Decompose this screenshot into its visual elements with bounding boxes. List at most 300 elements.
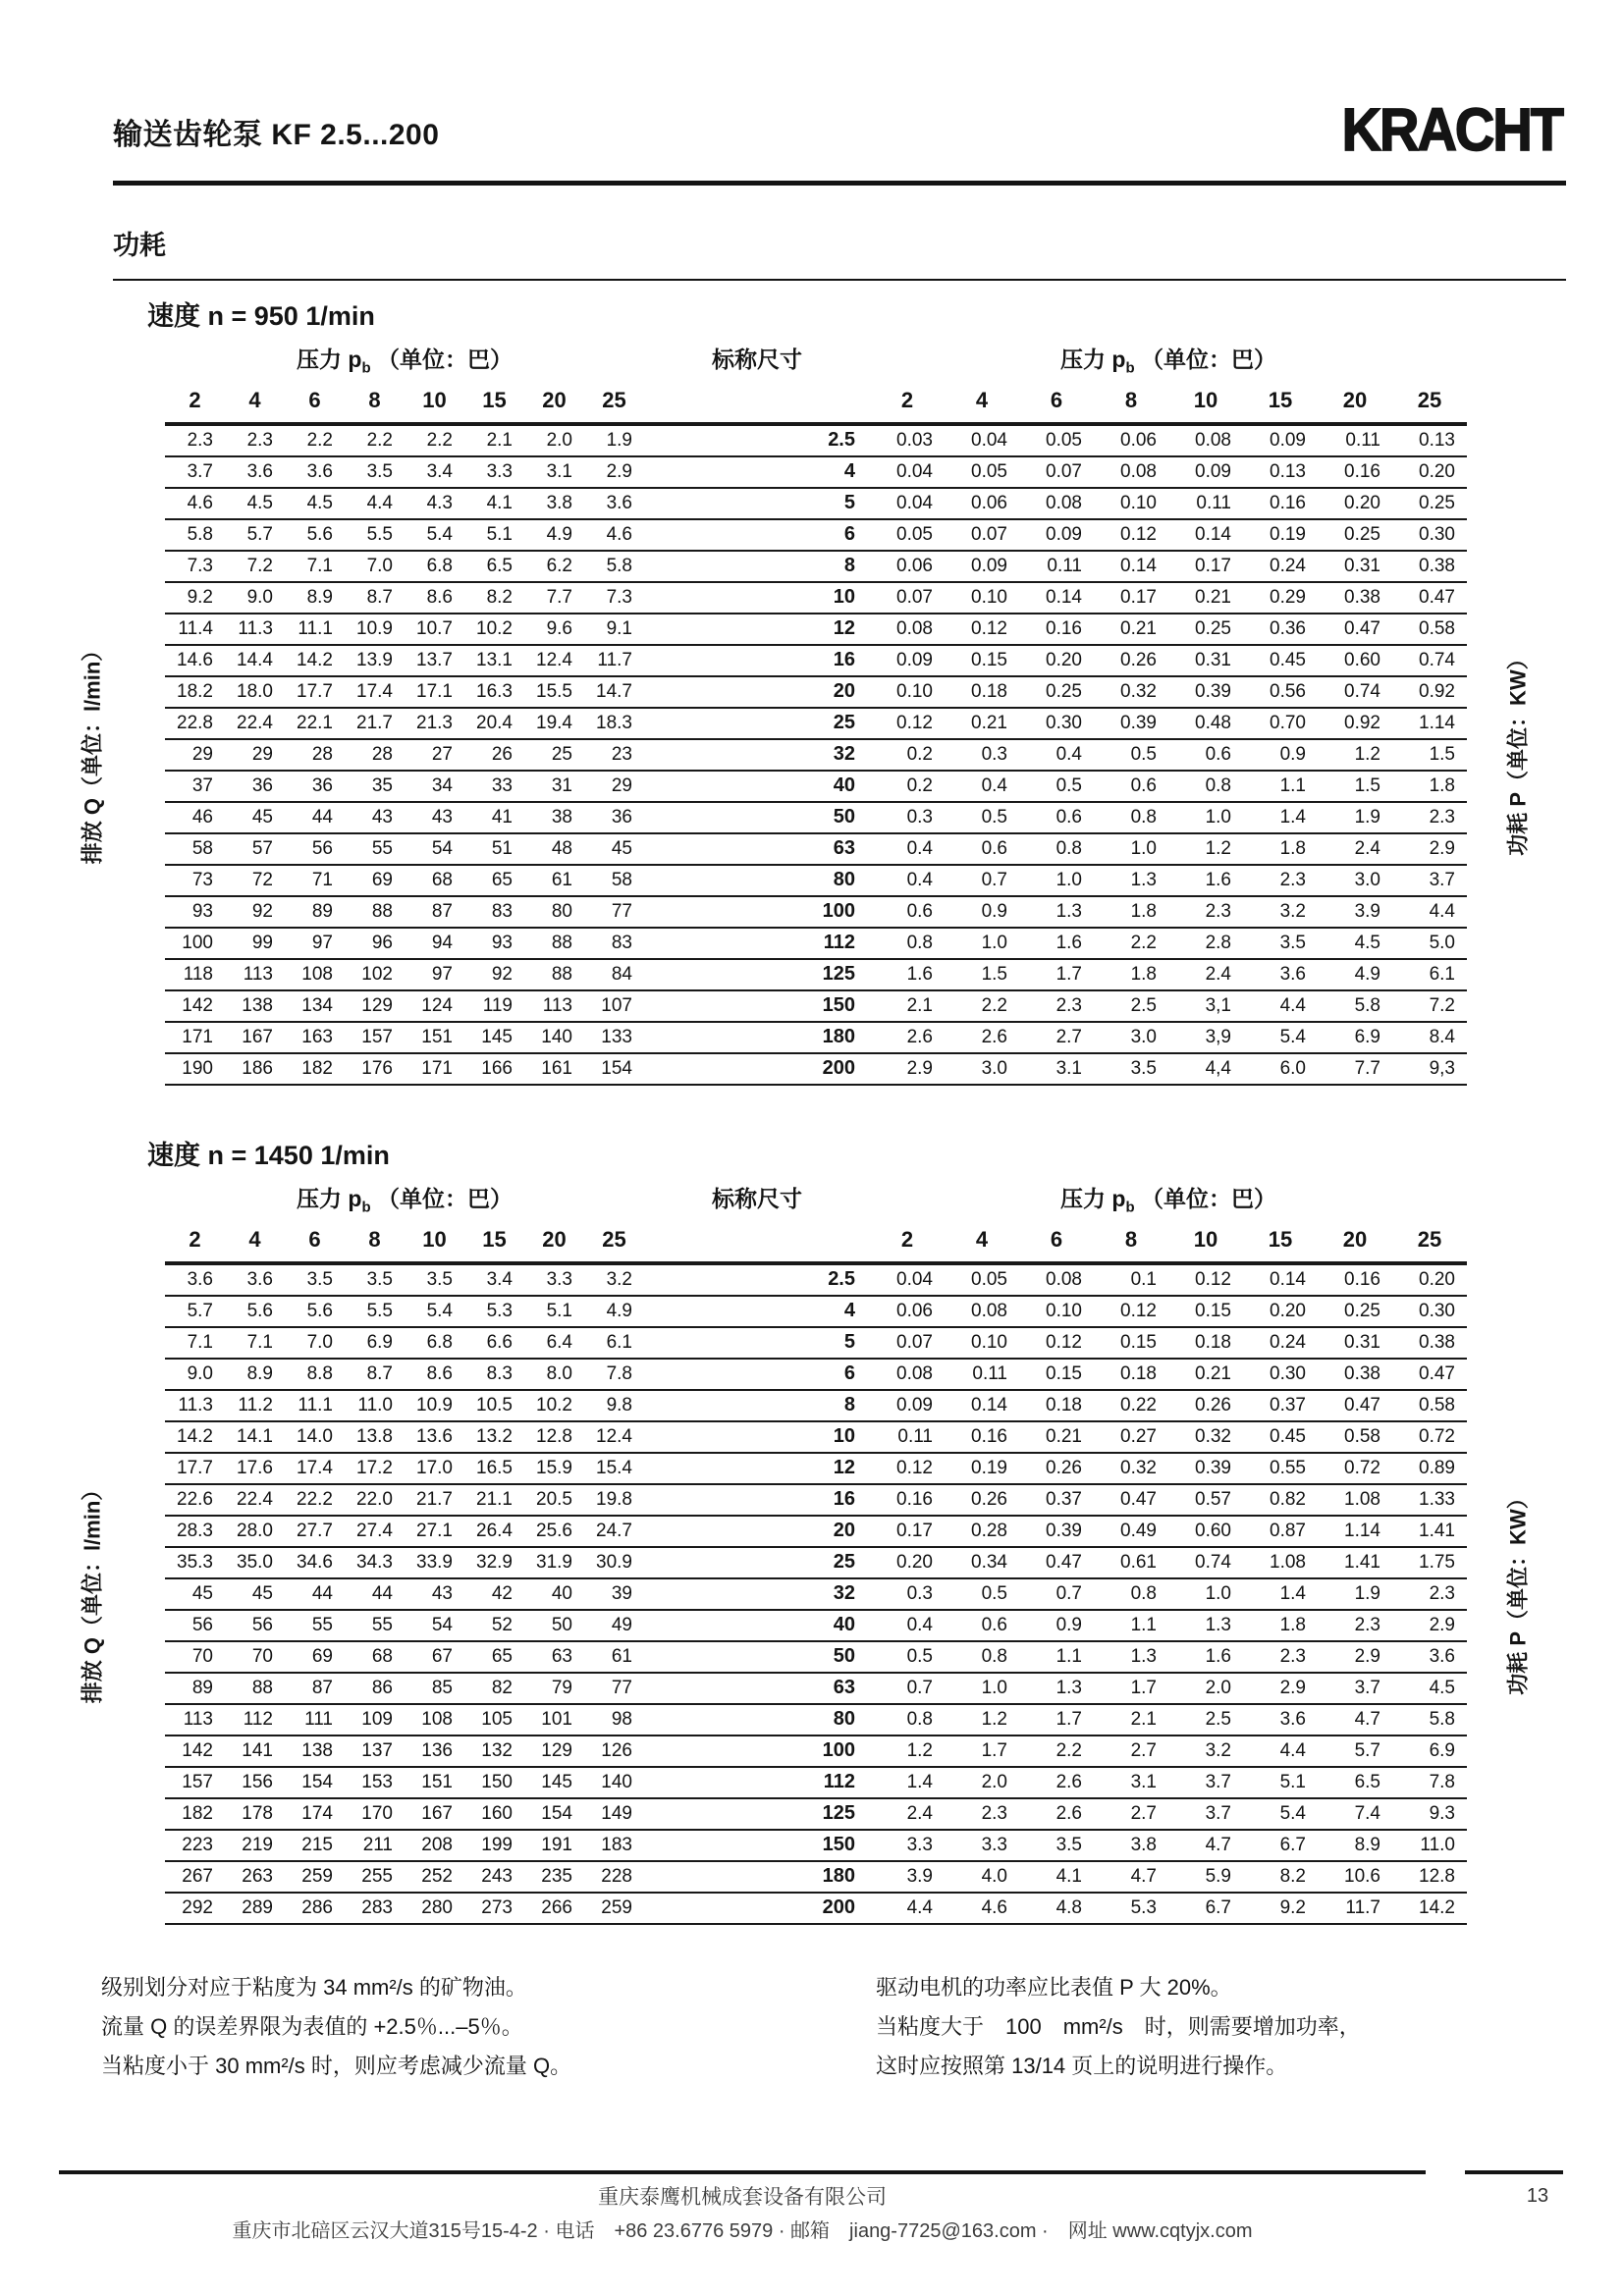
size-cell: 4 [843, 460, 855, 482]
pressure-col-label: 6 [308, 1227, 321, 1252]
flow-value-cell: 133 [601, 1027, 632, 1047]
power-value-cell: 0.26 [1046, 1458, 1082, 1478]
power-value-cell: 1.3 [1055, 901, 1082, 922]
power-value-cell: 2.3 [1055, 995, 1082, 1016]
power-value-cell: 6.7 [1205, 1897, 1231, 1918]
flow-value-cell: 55 [371, 838, 393, 859]
power-value-cell: 0.14 [1195, 524, 1231, 545]
flow-value-cell: 171 [421, 1058, 453, 1079]
flow-value-cell: 5.6 [246, 1301, 273, 1321]
pressure-col-label: 15 [1268, 388, 1293, 412]
flow-value-cell: 6.4 [546, 1332, 572, 1353]
flow-value-cell: 101 [541, 1709, 572, 1730]
table-section-950 [0, 294, 1623, 1131]
size-cell: 180 [822, 1865, 855, 1887]
flow-value-cell: 124 [421, 995, 453, 1016]
power-value-cell: 1.4 [906, 1772, 933, 1792]
power-value-cell: 3.0 [1354, 870, 1380, 890]
flow-value-cell: 9.2 [187, 587, 213, 608]
power-value-cell: 4,4 [1205, 1058, 1231, 1079]
flow-value-cell: 13.9 [356, 650, 393, 670]
table-row [165, 677, 1467, 709]
power-value-cell: 0.8 [1205, 775, 1231, 796]
flow-value-cell: 22.4 [237, 713, 273, 733]
flow-value-cell: 3.4 [486, 1269, 513, 1290]
table-row [165, 1485, 1467, 1517]
flow-value-cell: 141 [242, 1740, 273, 1761]
flow-value-cell: 102 [361, 964, 393, 985]
power-value-cell: 0.20 [1270, 1301, 1306, 1321]
flow-value-cell: 88 [551, 933, 572, 953]
flow-value-cell: 126 [601, 1740, 632, 1761]
flow-value-cell: 11.4 [178, 618, 213, 639]
power-value-cell: 0.06 [896, 1301, 933, 1321]
power-value-cell: 0.6 [1055, 807, 1082, 828]
flow-value-cell: 24.7 [596, 1521, 632, 1541]
power-value-cell: 2.7 [1130, 1740, 1157, 1761]
table-row [165, 1862, 1467, 1894]
flow-value-cell: 107 [601, 995, 632, 1016]
power-value-cell: 0.15 [1046, 1363, 1082, 1384]
power-value-cell: 0.9 [981, 901, 1007, 922]
power-value-cell: 0.82 [1270, 1489, 1306, 1510]
power-value-cell: 0.48 [1195, 713, 1231, 733]
flow-value-cell: 70 [251, 1646, 273, 1667]
size-cell: 40 [833, 1614, 855, 1635]
flow-value-cell: 6.6 [486, 1332, 513, 1353]
flow-value-cell: 3.3 [486, 461, 513, 482]
flow-value-cell: 43 [371, 807, 393, 828]
power-value-cell: 0.12 [896, 1458, 933, 1478]
power-value-cell: 0.10 [896, 681, 933, 702]
flow-value-cell: 5.1 [486, 524, 513, 545]
flow-value-cell: 61 [611, 1646, 632, 1667]
table-row [165, 1768, 1467, 1799]
power-value-cell: 2.2 [1130, 933, 1157, 953]
size-cell: 180 [822, 1026, 855, 1047]
power-value-cell: 1.3 [1130, 1646, 1157, 1667]
flow-value-cell: 108 [301, 964, 333, 985]
power-value-cell: 0.14 [971, 1395, 1007, 1415]
power-value-cell: 1.8 [1279, 838, 1306, 859]
power-value-cell: 0.4 [906, 870, 933, 890]
table-row [165, 1705, 1467, 1736]
flow-value-cell: 2.3 [246, 430, 273, 451]
power-value-cell: 1.2 [1354, 744, 1380, 765]
flow-value-cell: 191 [541, 1835, 572, 1855]
power-value-cell: 0.25 [1419, 493, 1455, 513]
power-value-cell: 2.7 [1130, 1803, 1157, 1824]
power-value-cell: 1.75 [1419, 1552, 1455, 1573]
flow-value-cell: 8.0 [546, 1363, 572, 1384]
power-value-cell: 0.08 [1046, 1269, 1082, 1290]
power-value-cell: 2.3 [1429, 1583, 1455, 1604]
size-cell: 16 [833, 649, 855, 670]
power-value-cell: 0.60 [1195, 1521, 1231, 1541]
table-row [165, 1297, 1467, 1328]
power-value-cell: 3.2 [1279, 901, 1306, 922]
flow-value-cell: 21.7 [356, 713, 393, 733]
power-value-cell: 3.2 [1205, 1740, 1231, 1761]
pressure-col-label: 25 [602, 1227, 626, 1252]
flow-value-cell: 2.1 [486, 430, 513, 451]
power-value-cell: 0.6 [906, 901, 933, 922]
flow-value-cell: 69 [371, 870, 393, 890]
power-value-cell: 1.8 [1279, 1615, 1306, 1635]
power-value-cell: 3,1 [1205, 995, 1231, 1016]
power-value-cell: 0.15 [971, 650, 1007, 670]
power-value-cell: 2.4 [1205, 964, 1231, 985]
pressure-col-label: 25 [1417, 1227, 1442, 1252]
flow-value-cell: 89 [191, 1678, 213, 1698]
flow-value-cell: 44 [311, 807, 333, 828]
flow-value-cell: 22.4 [237, 1489, 273, 1510]
power-value-cell: 0.4 [906, 838, 933, 859]
size-cell: 4 [843, 1300, 855, 1321]
pressure-header-right [870, 1181, 1467, 1216]
flow-value-cell: 36 [611, 807, 632, 828]
flow-value-cell: 5.6 [306, 1301, 333, 1321]
flow-value-cell: 11.0 [357, 1395, 393, 1415]
power-value-cell: 0.27 [1120, 1426, 1157, 1447]
power-value-cell: 14.2 [1419, 1897, 1455, 1918]
pressure-unit: （单位：巴） [370, 1186, 513, 1211]
flow-value-cell: 48 [551, 838, 572, 859]
table-row [165, 866, 1467, 897]
flow-value-cell: 55 [311, 1615, 333, 1635]
power-value-cell: 0.55 [1270, 1458, 1306, 1478]
power-value-cell: 0.13 [1419, 430, 1455, 451]
power-value-cell: 4.4 [1429, 901, 1455, 922]
power-value-cell: 1.2 [1205, 838, 1231, 859]
power-value-cell: 0.05 [971, 461, 1007, 482]
power-value-cell: 1.0 [981, 933, 1007, 953]
flow-value-cell: 88 [371, 901, 393, 922]
power-value-cell: 0.25 [1195, 618, 1231, 639]
power-value-cell: 2.1 [1130, 1709, 1157, 1730]
power-value-cell: 0.56 [1270, 681, 1306, 702]
flow-value-cell: 72 [251, 870, 273, 890]
power-value-cell: 0.21 [971, 713, 1007, 733]
power-value-cell: 0.11 [1345, 430, 1380, 451]
flow-value-cell: 286 [301, 1897, 333, 1918]
power-value-cell: 0.4 [981, 775, 1007, 796]
flow-value-cell: 138 [242, 995, 273, 1016]
flow-value-cell: 12.4 [536, 650, 572, 670]
flow-value-cell: 3.5 [366, 1269, 393, 1290]
power-value-cell: 0.37 [1046, 1489, 1082, 1510]
flow-value-cell: 18.3 [596, 713, 632, 733]
flow-value-cell: 7.0 [366, 556, 393, 576]
flow-value-cell: 68 [431, 870, 453, 890]
power-value-cell: 0.32 [1120, 1458, 1157, 1478]
power-value-cell: 0.13 [1270, 461, 1306, 482]
flow-value-cell: 34.3 [356, 1552, 393, 1573]
power-value-cell: 4.6 [981, 1897, 1007, 1918]
pressure-col-label: 4 [975, 388, 989, 412]
power-value-cell: 0.6 [981, 838, 1007, 859]
size-cell: 2.5 [828, 1268, 855, 1290]
flow-value-cell: 21.7 [416, 1489, 453, 1510]
power-value-cell: 0.05 [1046, 430, 1082, 451]
flow-value-cell: 46 [191, 807, 213, 828]
flow-value-cell: 3.5 [366, 461, 393, 482]
power-value-cell: 0.30 [1270, 1363, 1306, 1384]
power-value-cell: 2.2 [981, 995, 1007, 1016]
power-value-cell: 0.05 [971, 1269, 1007, 1290]
flow-value-cell: 167 [242, 1027, 273, 1047]
size-col-gap [644, 1222, 870, 1257]
flow-value-cell: 92 [251, 901, 273, 922]
flow-value-cell: 93 [491, 933, 513, 953]
size-cell: 112 [823, 932, 855, 953]
flow-value-cell: 208 [421, 1835, 453, 1855]
power-value-cell: 3.0 [981, 1058, 1007, 1079]
flow-value-cell: 161 [541, 1058, 572, 1079]
flow-value-cell: 157 [361, 1027, 393, 1047]
notes-left [101, 1968, 808, 2086]
power-value-cell: 1.33 [1419, 1489, 1455, 1510]
power-value-cell: 4.0 [981, 1866, 1007, 1887]
note-line: 驱动电机的功率应比表值 P 大 20%。 [876, 1975, 1232, 2000]
pressure-col-label: 8 [368, 1227, 381, 1252]
power-value-cell: 0.31 [1195, 650, 1231, 670]
flow-value-cell: 34 [431, 775, 453, 796]
flow-value-cell: 77 [611, 1678, 632, 1698]
flow-value-cell: 34.6 [297, 1552, 333, 1573]
power-value-cell: 2.6 [1055, 1772, 1082, 1792]
power-value-cell: 0.06 [1120, 430, 1157, 451]
flow-value-cell: 129 [541, 1740, 572, 1761]
power-value-cell: 0.47 [1419, 1363, 1455, 1384]
flow-value-cell: 7.0 [306, 1332, 333, 1353]
power-value-cell: 0.17 [1120, 587, 1157, 608]
flow-value-cell: 14.7 [596, 681, 632, 702]
note-line: 当粘度大于 100 mm²/s 时，则需要增加功率， [876, 2014, 1361, 2039]
flow-value-cell: 5.7 [187, 1301, 213, 1321]
flow-value-cell: 108 [421, 1709, 453, 1730]
flow-value-cell: 7.1 [246, 1332, 273, 1353]
flow-value-cell: 40 [551, 1583, 572, 1604]
flow-value-cell: 182 [301, 1058, 333, 1079]
power-value-cell: 0.11 [897, 1426, 933, 1447]
power-value-cell: 0.07 [1046, 461, 1082, 482]
flow-value-cell: 8.9 [306, 587, 333, 608]
flow-value-cell: 28 [371, 744, 393, 765]
flow-value-cell: 35.3 [177, 1552, 213, 1573]
power-value-cell: 4.7 [1205, 1835, 1231, 1855]
flow-value-cell: 56 [311, 838, 333, 859]
flow-value-cell: 151 [421, 1772, 453, 1792]
flow-value-cell: 17.7 [297, 681, 333, 702]
flow-value-cell: 10.7 [416, 618, 453, 639]
flow-value-cell: 43 [431, 1583, 453, 1604]
flow-value-cell: 6.5 [486, 556, 513, 576]
power-value-cell: 0.03 [896, 430, 933, 451]
power-value-cell: 0.17 [896, 1521, 933, 1541]
flow-value-cell: 29 [191, 744, 213, 765]
flow-value-cell: 11.3 [238, 618, 273, 639]
size-cell: 32 [833, 1582, 855, 1604]
flow-value-cell: 14.2 [177, 1426, 213, 1447]
flow-value-cell: 7.7 [546, 587, 572, 608]
pressure-header-right [870, 342, 1467, 377]
size-cell: 125 [822, 1802, 855, 1824]
power-value-cell: 0.16 [971, 1426, 1007, 1447]
power-value-cell: 1.08 [1270, 1552, 1306, 1573]
power-value-cell: 0.8 [1130, 1583, 1157, 1604]
table-rows [165, 1261, 1467, 1925]
flow-value-cell: 266 [541, 1897, 572, 1918]
power-value-cell: 4.1 [1055, 1866, 1082, 1887]
table-row [165, 1023, 1467, 1054]
section-title: 功耗 [113, 231, 166, 260]
flow-value-cell: 63 [551, 1646, 572, 1667]
power-value-cell: 0.8 [1130, 807, 1157, 828]
flow-value-cell: 97 [311, 933, 333, 953]
table-row [165, 1422, 1467, 1454]
power-value-cell: 0.92 [1344, 713, 1380, 733]
flow-value-cell: 215 [301, 1835, 333, 1855]
size-cell: 125 [822, 963, 855, 985]
power-value-cell: 4.5 [1354, 933, 1380, 953]
flow-value-cell: 8.2 [486, 587, 513, 608]
flow-value-cell: 87 [311, 1678, 333, 1698]
power-value-cell: 0.9 [1055, 1615, 1082, 1635]
flow-value-cell: 11.1 [298, 618, 333, 639]
power-value-cell: 0.09 [896, 1395, 933, 1415]
size-cell: 12 [833, 1457, 855, 1478]
pressure-column-headers [165, 383, 1467, 418]
flow-value-cell: 92 [491, 964, 513, 985]
power-value-cell: 0.10 [971, 1332, 1007, 1353]
flow-value-cell: 45 [251, 807, 273, 828]
power-value-cell: 3.6 [1429, 1646, 1455, 1667]
power-value-cell: 1.1 [1279, 775, 1306, 796]
flow-value-cell: 7.8 [606, 1363, 632, 1384]
flow-value-cell: 259 [601, 1897, 632, 1918]
power-value-cell: 0.5 [1055, 775, 1082, 796]
power-value-cell: 11.7 [1345, 1897, 1380, 1918]
size-cell: 150 [822, 1834, 855, 1855]
power-value-cell: 5.3 [1130, 1897, 1157, 1918]
pressure-col-label: 4 [248, 1227, 261, 1252]
flow-value-cell: 77 [611, 901, 632, 922]
power-value-cell: 0.30 [1419, 524, 1455, 545]
flow-value-cell: 3.5 [306, 1269, 333, 1290]
flow-value-cell: 15.4 [596, 1458, 632, 1478]
table-row [165, 457, 1467, 489]
table-row [165, 709, 1467, 740]
flow-value-cell: 17.4 [356, 681, 393, 702]
power-value-cell: 4.9 [1354, 964, 1380, 985]
power-value-cell: 0.47 [1046, 1552, 1082, 1573]
size-cell: 200 [822, 1057, 855, 1079]
pressure-header-left [165, 1181, 644, 1216]
flow-value-cell: 2.0 [546, 430, 572, 451]
flow-value-cell: 283 [361, 1897, 393, 1918]
table-row [165, 1391, 1467, 1422]
pressure-label: 压力 p [1060, 1186, 1126, 1211]
unit-header-row [165, 1181, 1467, 1216]
power-value-cell: 2.0 [981, 1772, 1007, 1792]
flow-value-cell: 31.9 [536, 1552, 572, 1573]
flow-value-cell: 49 [611, 1615, 632, 1635]
power-value-cell: 3.3 [981, 1835, 1007, 1855]
flow-value-cell: 19.8 [596, 1489, 632, 1510]
flow-value-cell: 3.6 [606, 493, 632, 513]
flow-value-cell: 68 [371, 1646, 393, 1667]
power-value-cell: 0.16 [1344, 1269, 1380, 1290]
flow-value-cell: 137 [361, 1740, 393, 1761]
power-value-cell: 0.3 [981, 744, 1007, 765]
power-value-cell: 0.09 [1046, 524, 1082, 545]
power-value-cell: 0.47 [1419, 587, 1455, 608]
power-value-cell: 3.5 [1055, 1835, 1082, 1855]
power-value-cell: 0.16 [1270, 493, 1306, 513]
notes-right [876, 1968, 1563, 2086]
flow-value-cell: 113 [542, 995, 572, 1016]
pressure-col-label: 8 [1124, 388, 1138, 412]
flow-value-cell: 27 [431, 744, 453, 765]
size-cell: 100 [822, 1739, 855, 1761]
flow-value-cell: 113 [243, 964, 273, 985]
flow-value-cell: 280 [421, 1897, 453, 1918]
power-value-cell: 1.9 [1354, 807, 1380, 828]
size-cell: 150 [822, 994, 855, 1016]
flow-value-cell: 4.6 [606, 524, 632, 545]
table-row [165, 1799, 1467, 1831]
flow-value-cell: 15.5 [536, 681, 572, 702]
flow-value-cell: 156 [242, 1772, 273, 1792]
flow-value-cell: 20.4 [476, 713, 513, 733]
power-value-cell: 7.7 [1354, 1058, 1380, 1079]
power-value-cell: 2.8 [1205, 933, 1231, 953]
flow-value-cell: 145 [541, 1772, 572, 1792]
power-value-cell: 4.8 [1055, 1897, 1082, 1918]
pressure-col-label: 10 [422, 388, 447, 412]
size-header: 标称尺寸 [712, 347, 802, 372]
flow-value-cell: 9.8 [606, 1395, 632, 1415]
pressure-col-label: 8 [1124, 1227, 1138, 1252]
power-value-cell: 8.4 [1429, 1027, 1455, 1047]
power-value-cell: 0.24 [1270, 1332, 1306, 1353]
flow-value-cell: 19.4 [536, 713, 572, 733]
flow-value-cell: 136 [421, 1740, 453, 1761]
flow-value-cell: 67 [431, 1646, 453, 1667]
power-value-cell: 0.18 [971, 681, 1007, 702]
power-value-cell: 0.45 [1270, 650, 1306, 670]
pressure-header-left [165, 342, 644, 377]
flow-value-cell: 61 [551, 870, 572, 890]
flow-value-cell: 3.6 [246, 1269, 273, 1290]
power-value-cell: 0.18 [1195, 1332, 1231, 1353]
power-value-cell: 0.4 [1055, 744, 1082, 765]
power-value-cell: 1.08 [1344, 1489, 1380, 1510]
power-value-cell: 0.2 [906, 775, 933, 796]
flow-value-cell: 57 [251, 838, 273, 859]
flow-value-cell: 54 [431, 1615, 453, 1635]
flow-value-cell: 149 [601, 1803, 632, 1824]
flow-value-cell: 33 [491, 775, 513, 796]
power-value-cell: 0.8 [1055, 838, 1082, 859]
power-value-cell: 0.57 [1195, 1489, 1231, 1510]
power-value-cell: 2.3 [1205, 901, 1231, 922]
flow-value-cell: 182 [182, 1803, 213, 1824]
power-value-cell: 11.0 [1420, 1835, 1455, 1855]
flow-value-cell: 58 [191, 838, 213, 859]
power-value-cell: 0.45 [1270, 1426, 1306, 1447]
